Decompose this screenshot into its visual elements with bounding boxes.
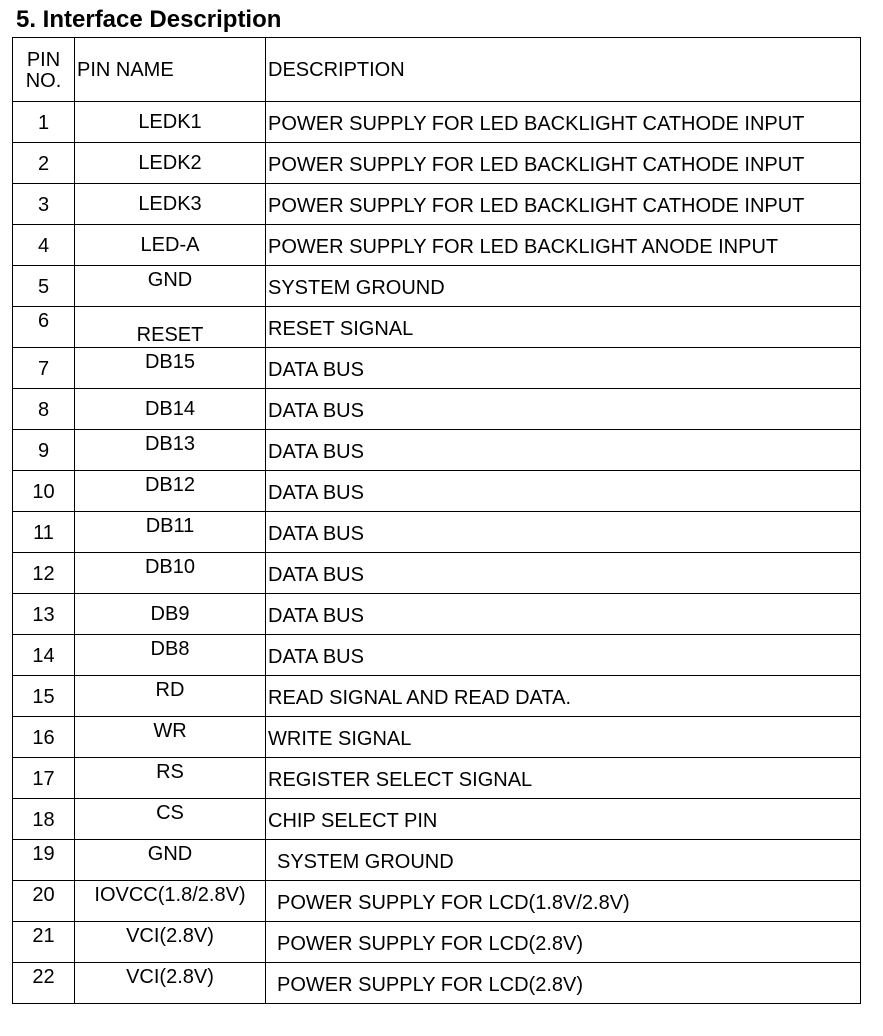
- pin-number: 1: [13, 102, 75, 143]
- pin-name: RS: [75, 758, 266, 799]
- pin-description: POWER SUPPLY FOR LCD(1.8V/2.8V): [266, 881, 861, 922]
- table-row: [13, 963, 861, 1004]
- header-pin-name: PIN NAME: [75, 38, 266, 102]
- pin-description: READ SIGNAL AND READ DATA.: [266, 676, 861, 717]
- pin-number: 11: [13, 512, 75, 553]
- pin-name: VCI(2.8V): [75, 922, 266, 963]
- pin-number: 15: [13, 676, 75, 717]
- pin-number: 14: [13, 635, 75, 676]
- table-row: [13, 881, 861, 922]
- table-row: [13, 102, 861, 143]
- pin-number: 4: [13, 225, 75, 266]
- pin-name: LEDK3: [75, 184, 266, 225]
- table-row: [13, 676, 861, 717]
- pin-description: DATA BUS: [266, 348, 861, 389]
- pin-number: 13: [13, 594, 75, 635]
- pin-description: POWER SUPPLY FOR LED BACKLIGHT CATHODE INPUT: [266, 143, 861, 184]
- pin-number: 19: [13, 840, 75, 881]
- table-row: [13, 471, 861, 512]
- table-row: [13, 758, 861, 799]
- pin-name: GND: [75, 840, 266, 881]
- pin-number: 21: [13, 922, 75, 963]
- pin-name: LEDK1: [75, 102, 266, 143]
- pin-description: POWER SUPPLY FOR LCD(2.8V): [266, 963, 861, 1004]
- pin-description: DATA BUS: [266, 430, 861, 471]
- table-row: [13, 307, 861, 348]
- pin-name: DB10: [75, 553, 266, 594]
- pin-name: DB11: [75, 512, 266, 553]
- table-row: [13, 225, 861, 266]
- pin-name: CS: [75, 799, 266, 840]
- pin-name: GND: [75, 266, 266, 307]
- pin-description: DATA BUS: [266, 512, 861, 553]
- table-row: [13, 348, 861, 389]
- pin-name: DB13: [75, 430, 266, 471]
- pin-description: POWER SUPPLY FOR LCD(2.8V): [266, 922, 861, 963]
- pin-number: 16: [13, 717, 75, 758]
- pin-description: REGISTER SELECT SIGNAL: [266, 758, 861, 799]
- table-row: [13, 799, 861, 840]
- pin-number: 17: [13, 758, 75, 799]
- table-row: [13, 143, 861, 184]
- table-row: [13, 430, 861, 471]
- pin-number: 22: [13, 963, 75, 1004]
- pin-number: 18: [13, 799, 75, 840]
- table-row: [13, 512, 861, 553]
- pin-number: 20: [13, 881, 75, 922]
- pin-name: RESET: [75, 307, 266, 348]
- pin-description: SYSTEM GROUND: [266, 840, 861, 881]
- pin-number: 12: [13, 553, 75, 594]
- pin-description: RESET SIGNAL: [266, 307, 861, 348]
- header-pin-no: PIN NO.: [13, 38, 75, 102]
- table-row: [13, 553, 861, 594]
- table-row: [13, 635, 861, 676]
- pin-number: 5: [13, 266, 75, 307]
- table-row: [13, 389, 861, 430]
- pin-name: DB9: [75, 594, 266, 635]
- pin-name: DB14: [75, 389, 266, 430]
- section-title: 5. Interface Description: [16, 6, 282, 33]
- pin-number: 8: [13, 389, 75, 430]
- pin-description: SYSTEM GROUND: [266, 266, 861, 307]
- pin-description: POWER SUPPLY FOR LED BACKLIGHT ANODE INPUT: [266, 225, 861, 266]
- pin-number: 2: [13, 143, 75, 184]
- pin-description: WRITE SIGNAL: [266, 717, 861, 758]
- table-row: [13, 922, 861, 963]
- pin-name: DB8: [75, 635, 266, 676]
- pin-number: 3: [13, 184, 75, 225]
- pin-description: DATA BUS: [266, 635, 861, 676]
- pin-number: 6: [13, 307, 75, 348]
- pin-name: LEDK2: [75, 143, 266, 184]
- pin-name: RD: [75, 676, 266, 717]
- table-row: [13, 594, 861, 635]
- table-row: [13, 184, 861, 225]
- pin-number: 7: [13, 348, 75, 389]
- pin-number: 10: [13, 471, 75, 512]
- interface-pin-table: [12, 37, 861, 1004]
- table-row: [13, 266, 861, 307]
- pin-name: VCI(2.8V): [75, 963, 266, 1004]
- pin-name: DB12: [75, 471, 266, 512]
- table-header-row: [13, 38, 861, 102]
- pin-name: LED-A: [75, 225, 266, 266]
- header-description: DESCRIPTION: [266, 38, 861, 102]
- table-row: [13, 717, 861, 758]
- pin-name: WR: [75, 717, 266, 758]
- pin-description: DATA BUS: [266, 389, 861, 430]
- pin-description: POWER SUPPLY FOR LED BACKLIGHT CATHODE INPUT: [266, 184, 861, 225]
- pin-description: DATA BUS: [266, 471, 861, 512]
- pin-name: IOVCC(1.8/2.8V): [75, 881, 266, 922]
- pin-description: POWER SUPPLY FOR LED BACKLIGHT CATHODE INPUT: [266, 102, 861, 143]
- pin-name: DB15: [75, 348, 266, 389]
- table-row: [13, 840, 861, 881]
- pin-description: DATA BUS: [266, 594, 861, 635]
- pin-number: 9: [13, 430, 75, 471]
- pin-description: DATA BUS: [266, 553, 861, 594]
- pin-description: CHIP SELECT PIN: [266, 799, 861, 840]
